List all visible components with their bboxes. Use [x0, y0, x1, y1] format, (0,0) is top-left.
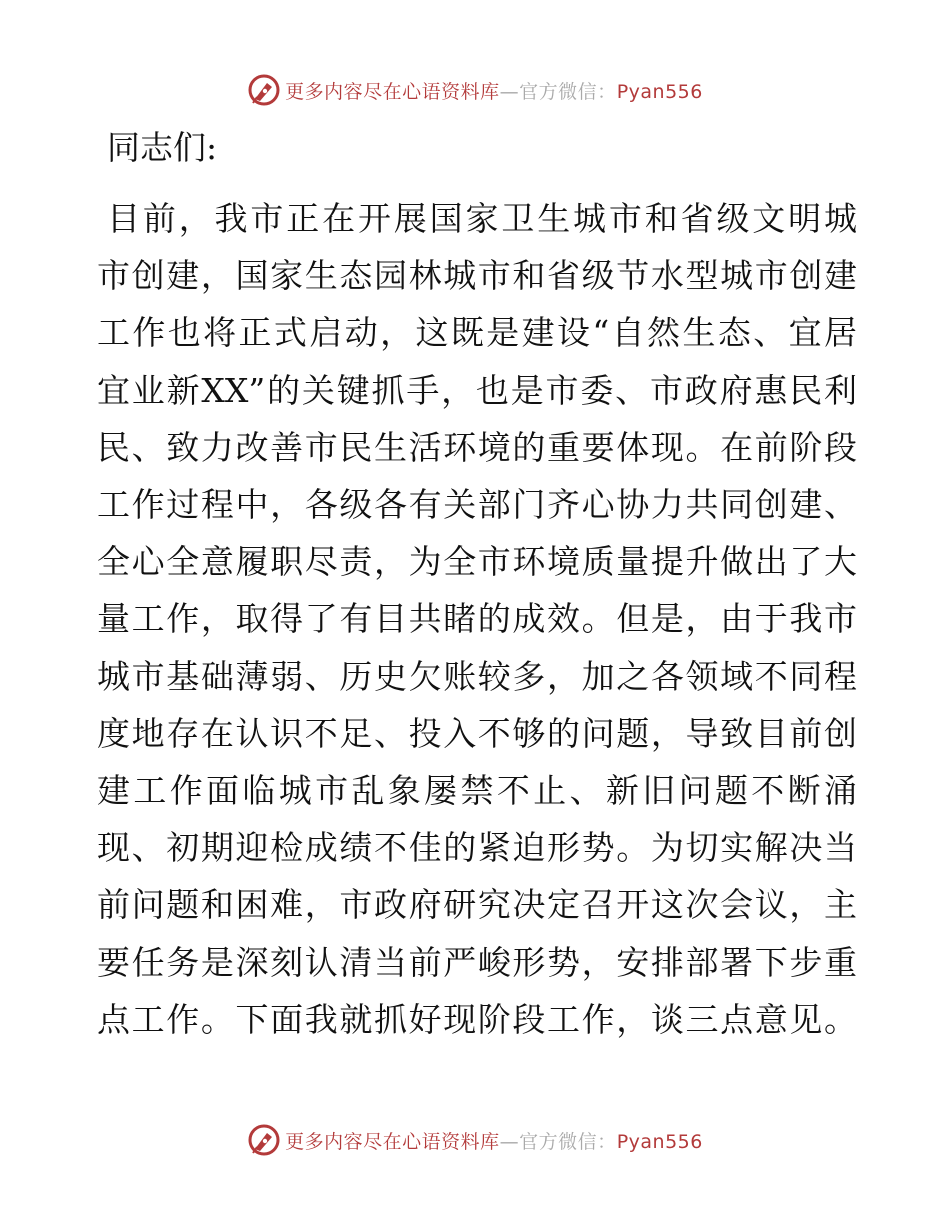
footer-separator: — [499, 1130, 520, 1153]
header-brand-text: 更多内容尽在心语资料库 [285, 80, 500, 103]
salutation: 同志们: [107, 128, 218, 167]
footer-banner [0, 1120, 950, 1160]
body-line: 市创建，国家生态园林城市和省级节水型城市创建 [97, 256, 857, 296]
document-body [97, 190, 857, 1048]
header-wechat-id: Pyan556 [616, 80, 703, 103]
body-line: 工作也将正式启动，这既是建设“自然生态、宜居 [97, 313, 857, 353]
header-banner-text [285, 77, 703, 104]
footer-wechat-label: 官方微信： [519, 1130, 617, 1153]
header-separator: — [499, 80, 520, 103]
body-line: 量工作，取得了有目共睹的成效。但是，由于我市 [97, 599, 857, 639]
body-line: 城市基础薄弱、历史欠账较多，加之各领域不同程 [97, 656, 857, 696]
body-line: 要任务是深刻认清当前严峻形势，安排部署下步重 [97, 942, 857, 982]
pen-nib-logo-icon [247, 1123, 281, 1157]
body-line: 前问题和困难，市政府研究决定召开这次会议，主 [97, 885, 857, 925]
footer-wechat-id: Pyan556 [616, 1130, 703, 1153]
header-wechat-label: 官方微信： [519, 80, 617, 103]
body-line: 宜业新XX”的关键抓手，也是市委、市政府惠民利 [97, 370, 857, 410]
body-line: 民、致力改善市民生活环境的重要体现。在前阶段 [97, 427, 857, 467]
header-banner [0, 70, 950, 110]
body-line: 全心全意履职尽责，为全市环境质量提升做出了大 [97, 542, 857, 582]
body-line: 目前，我市正在开展国家卫生城市和省级文明城 [107, 199, 857, 238]
pen-nib-logo-icon [247, 73, 281, 107]
footer-banner-text [285, 1127, 703, 1154]
body-line: 点工作。下面我就抓好现阶段工作，谈三点意见。 [97, 999, 857, 1039]
body-line: 建工作面临城市乱象屡禁不止、新旧问题不断涌 [97, 771, 857, 811]
body-line: 现、初期迎检成绩不佳的紧迫形势。为切实解决当 [97, 828, 857, 868]
body-line: 工作过程中，各级各有关部门齐心协力共同创建、 [97, 485, 857, 525]
footer-brand-text: 更多内容尽在心语资料库 [285, 1130, 500, 1153]
body-line: 度地存在认识不足、投入不够的问题，导致目前创 [97, 713, 857, 753]
